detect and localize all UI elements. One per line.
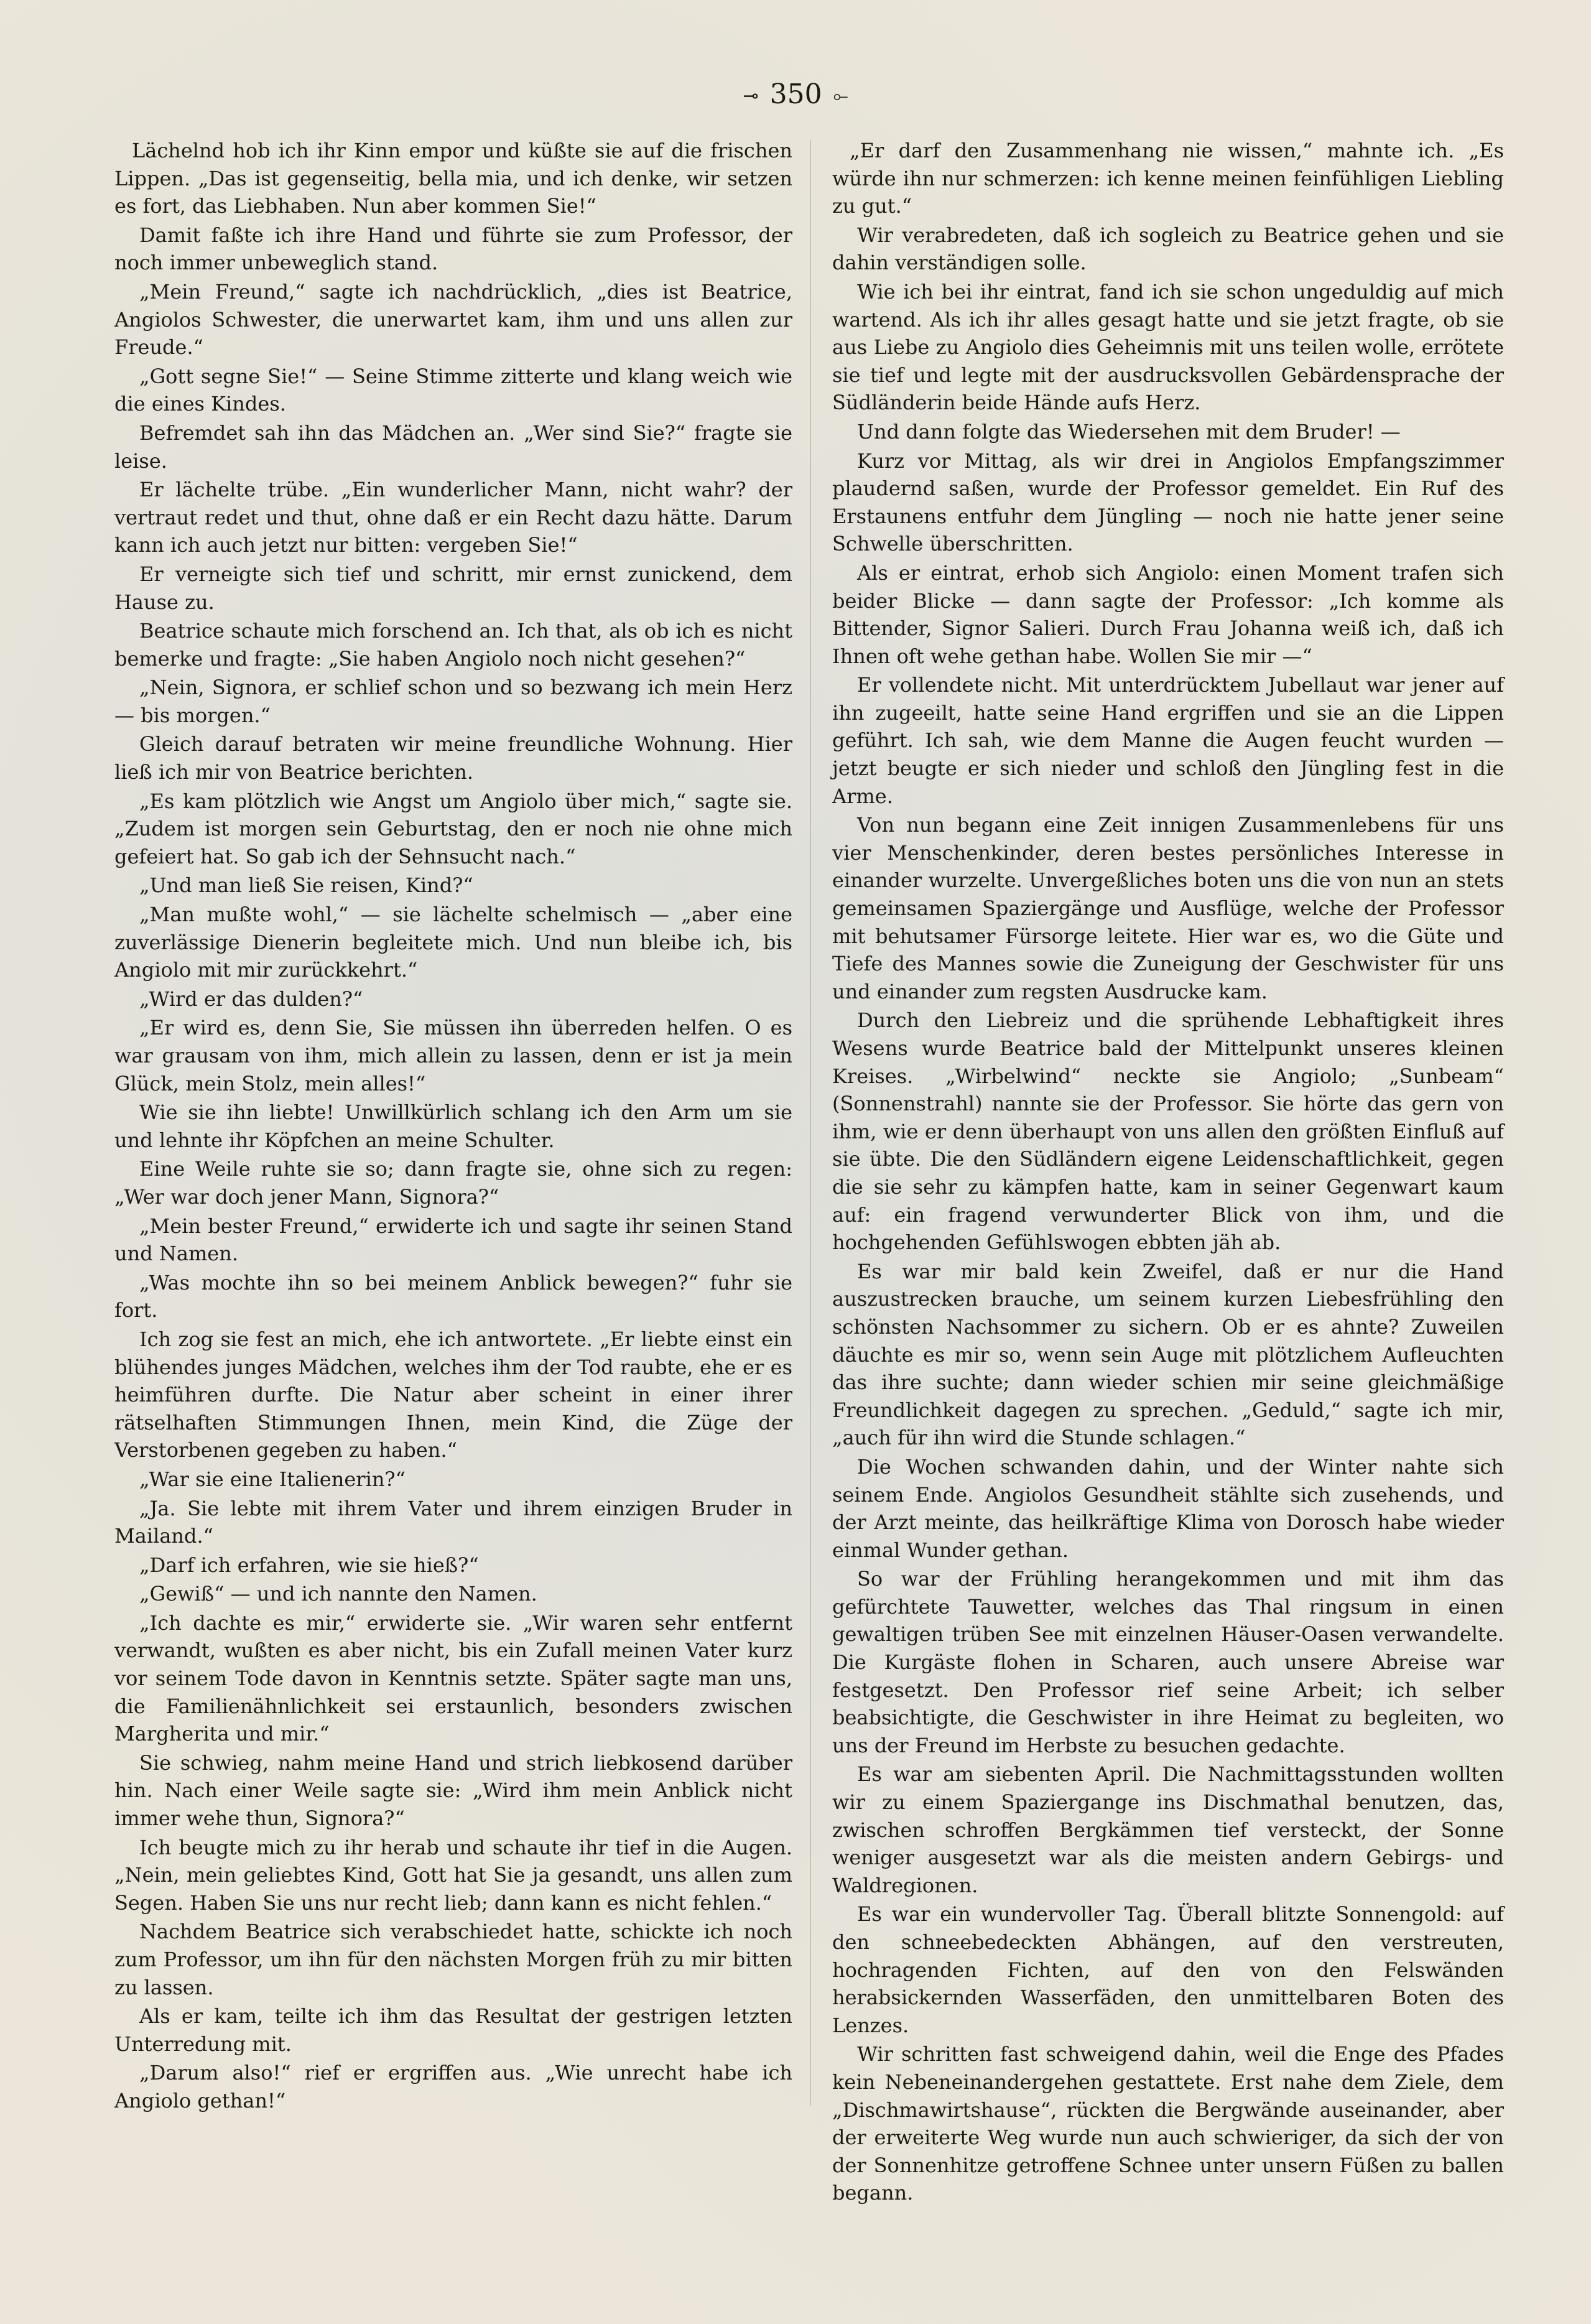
paragraph: Ich zog sie fest an mich, ehe ich antwortete. „Er liebte einst ein blühendes junges Mädchen, welches ihm der Tod raubte, ehe er es heimführen durfte. Die Natur aber scheint in einer ihrer rätselhaften Stimmungen Ihnen, mein Kind, die Züge der Verstorbenen gegeben zu haben.“ bbox=[114, 1327, 792, 1462]
paragraph: Es war mir bald kein Zweifel, daß er nur die Hand auszustrecken brauche, um seinem kurzen Liebesfrühling den schönsten Nachsommer zu sichern. Ob er es ahnte? Zuweilen däuchte es mir so, wenn sein Auge mit plötzlichem Aufleuchten das ihre suchte; dann wieder schien mir seine gleichmäßige Freundlichkeit dagegen zu sprechen. „Geduld,“ sagte ich mir, „auch für ihn wird die Stunde schlagen.“ bbox=[832, 1259, 1504, 1450]
text-column-right bbox=[832, 137, 1504, 2205]
page-number-header bbox=[0, 78, 1591, 110]
paragraph: Beatrice schaute mich forschend an. Ich that, als ob ich es nicht bemerke und fragte: „Sie haben Angiolo noch nicht gesehen?“ bbox=[114, 619, 792, 671]
page-number: 350 bbox=[769, 78, 822, 110]
paragraph: Wir verabredeten, daß ich sogleich zu Beatrice gehen und sie dahin verständigen solle. bbox=[832, 223, 1504, 275]
paragraph: Als er kam, teilte ich ihm das Resultat der gestrigen letzten Unterredung mit. bbox=[114, 2004, 792, 2056]
paragraph: Er verneigte sich tief und schritt, mir ernst zunickend, dem Hause zu. bbox=[114, 562, 792, 614]
paragraph: Von nun begann eine Zeit innigen Zusammenlebens für uns vier Menschenkinder, deren bestes persönliches Interesse in einander wurzelte. Unvergeßliches boten uns die von nun an stets gemeinsamen Spaziergänge und Ausflüge, welche der Professor mit behutsamer Fürsorge leitete. Hier war es, wo die Güte und Tiefe des Mannes sowie die Zuneigung der Geschwister für uns und einander zum regsten Ausdrucke kam. bbox=[832, 813, 1504, 1003]
paragraph: „Ja. Sie lebte mit ihrem Vater und ihrem einzigen Bruder in Mailand.“ bbox=[114, 1496, 792, 1548]
paragraph: „Was mochte ihn so bei meinem Anblick bewegen?“ fuhr sie fort. bbox=[114, 1270, 792, 1322]
paragraph: „Wird er das dulden?“ bbox=[139, 987, 363, 1011]
paragraph: Eine Weile ruhte sie so; dann fragte sie, ohne sich zu regen: „Wer war doch jener Mann, Signora?“ bbox=[114, 1157, 792, 1209]
paragraph: „Er darf den Zusammenhang nie wissen,“ mahnte ich. „Es würde ihn nur schmerzen: ich kenne meinen feinfühligen Liebling zu gut.“ bbox=[832, 139, 1504, 218]
paragraph: Nachdem Beatrice sich verabschiedet hatte, schickte ich noch zum Professor, um ihn für den nächsten Morgen früh zu mir bitten zu lassen. bbox=[114, 1920, 792, 1999]
paragraph: „Darf ich erfahren, wie sie hieß?“ bbox=[139, 1553, 479, 1577]
paragraph: Gleich darauf betraten wir meine freundliche Wohnung. Hier ließ ich mir von Beatrice berichten. bbox=[114, 732, 792, 784]
paragraph: Sie schwieg, nahm meine Hand und strich liebkosend darüber hin. Nach einer Weile sagte sie: „Wird ihm mein Anblick nicht immer wehe thun, Signora?“ bbox=[114, 1750, 792, 1831]
paragraph: Wir schritten fast schweigend dahin, weil die Enge des Pfades kein Nebeneinandergehen gestattete. Erst nahe dem Ziele, dem „Dischmawirtshause“, rückten die Bergwände auseinander, aber der erweiterte Weg wurde nun auch schwieriger, da sich der von der Sonnenhitze getroffene Schnee unter unsern Füßen zu ballen begann. bbox=[832, 2042, 1504, 2205]
paragraph: Ich beugte mich zu ihr herab und schaute ihr tief in die Augen. „Nein, mein geliebtes Kind, Gott hat Sie ja gesandt, uns allen zum Segen. Haben Sie uns nur recht lieb; dann kann es nicht fehlen.“ bbox=[114, 1835, 792, 1915]
paragraph: „Man mußte wohl,“ — sie lächelte schelmisch — „aber eine zuverlässige Dienerin begleitete mich. Und nun bleibe ich, bis Angiolo mit mir zurückkehrt.“ bbox=[114, 903, 792, 982]
ornament-left-icon: ⊸ bbox=[743, 85, 759, 107]
paragraph: Es war am siebenten April. Die Nachmittagsstunden wollten wir zu einem Spaziergange ins Dischmathal benutzen, das, zwischen schroffen Bergkämmen tief versteckt, der Sonne weniger ausgesetzt war als die meisten andern Gebirgs- und Waldregionen. bbox=[832, 1762, 1504, 1897]
paragraph: „Gott segne Sie!“ — Seine Stimme zitterte und klang weich wie die eines Kindes. bbox=[114, 364, 792, 416]
paragraph: Befremdet sah ihn das Mädchen an. „Wer sind Sie?“ fragte sie leise. bbox=[114, 421, 792, 473]
paragraph: Lächelnd hob ich ihr Kinn empor und küßte sie auf die frischen Lippen. „Das ist gegenseitig, bella mia, und ich denke, wir setzen es fort, das Liebhaben. Nun aber kommen Sie!“ bbox=[114, 139, 792, 218]
paragraph: „Ich dachte es mir,“ erwiderte sie. „Wir waren sehr entfernt verwandt, wußten es aber nicht, bis ein Zufall meinen Vater kurz vor seinem Tode davon in Kenntnis setzte. Später sagte man uns, die Familienähnlichkeit sei erstaunlich, besonders zwischen Margherita und mir.“ bbox=[114, 1611, 792, 1746]
paragraph: Kurz vor Mittag, als wir drei in Angiolos Empfangszimmer plaudernd saßen, wurde der Professor gemeldet. Ein Ruf des Erstaunens entfuhr dem Jüngling — noch nie hatte jener seine Schwelle überschritten. bbox=[832, 449, 1504, 556]
paragraph: Wie ich bei ihr eintrat, fand ich sie schon ungeduldig auf mich wartend. Als ich ihr alles gesagt hatte und sie jetzt fragte, ob sie aus Liebe zu Angiolo dies Geheimnis mit uns teilen wolle, errötete sie tief und legte mit der ausdrucksvollen Gebärdensprache der Südländerin beide Hände aufs Herz. bbox=[832, 279, 1504, 415]
ornament-right-icon: ⟜ bbox=[833, 85, 848, 107]
paragraph: „Und man ließ Sie reisen, Kind?“ bbox=[139, 873, 473, 898]
paragraph: Durch den Liebreiz und die sprühende Lebhaftigkeit ihres Wesens wurde Beatrice bald der Mittelpunkt unseres kleinen Kreises. „Wirbelwind“ neckte sie Angiolo; „Sunbeam“ (Sonnenstrahl) nannte sie der Professor. Sie hörte das gern von ihm, wie er denn überhaupt von uns allen den größten Einfluß auf sie übte. Die den Südländern eigene Leidenschaftlichkeit, gegen die sie sehr zu kämpfen hatte, kam in seiner Gegenwart kaum auf: ein fragend verwunderter Blick von ihm, und die hochgehenden Gefühlswogen ebbten jäh ab. bbox=[832, 1008, 1504, 1255]
paragraph: Wie sie ihn liebte! Unwillkürlich schlang ich den Arm um sie und lehnte ihr Köpfchen an meine Schulter. bbox=[114, 1100, 792, 1152]
paragraph: Er lächelte trübe. „Ein wunderlicher Mann, nicht wahr? der vertraut redet und thut, ohne daß er ein Recht dazu hätte. Darum kann ich auch jetzt nur bitten: vergeben Sie!“ bbox=[114, 478, 792, 557]
paragraph: „Es kam plötzlich wie Angst um Angiolo über mich,“ sagte sie. „Zudem ist morgen sein Geburtstag, den er noch nie ohne mich gefeiert hat. So gab ich der Sehnsucht nach.“ bbox=[114, 789, 792, 868]
paragraph: Und dann folgte das Wiedersehen mit dem Bruder! — bbox=[857, 419, 1401, 444]
paragraph: Er vollendete nicht. Mit unterdrücktem Jubellaut war jener auf ihn zugeeilt, hatte seine Hand ergriffen und sie an die Lippen geführt. Ich sah, wie dem Manne die Augen feucht wurden — jetzt beugte er sich nieder und schloß den Jüngling fest in die Arme. bbox=[832, 673, 1504, 808]
text-column-left bbox=[114, 137, 792, 2113]
paragraph: Die Wochen schwanden dahin, und der Winter nahte sich seinem Ende. Angiolos Gesundheit stählte sich zusehends, und der Arzt meinte, das heilkräftige Klima von Dorosch habe wieder einmal Wunder gethan. bbox=[832, 1454, 1504, 1562]
paragraph: „War sie eine Italienerin?“ bbox=[139, 1467, 406, 1491]
paragraph: Damit faßte ich ihre Hand und führte sie zum Professor, der noch immer unbeweglich stand. bbox=[114, 223, 792, 275]
paragraph: „Nein, Signora, er schlief schon und so bezwang ich mein Herz — bis morgen.“ bbox=[114, 676, 792, 727]
paragraph: „Gewiß“ — und ich nannte den Namen. bbox=[139, 1582, 537, 1606]
paragraph: Es war ein wundervoller Tag. Überall blitzte Sonnengold: auf den schneebedeckten Abhängen, auf den verstreuten, hochragenden Fichten, auf den von den Felswänden herabsickernden Wasserfäden, den unmittelbaren Boten des Lenzes. bbox=[832, 1902, 1504, 2037]
paragraph: So war der Frühling herangekommen und mit ihm das gefürchtete Tauwetter, welches das Thal ringsum in einen gewaltigen trüben See mit einzelnen Häuser-Oasen verwandelte. Die Kurgäste flohen in Scharen, auch unsere Abreise war festgesetzt. Den Professor rief seine Arbeit; ich selber beabsichtigte, die Geschwister in ihre Heimat zu begleiten, wo uns der Freund im Herbste zu besuchen gedachte. bbox=[832, 1567, 1504, 1757]
column-divider bbox=[810, 140, 811, 2106]
paragraph: „Mein Freund,“ sagte ich nachdrücklich, „dies ist Beatrice, Angiolos Schwester, die unerwartet kam, ihm und uns allen zur Freude.“ bbox=[114, 279, 792, 360]
paragraph: „Mein bester Freund,“ erwiderte ich und sagte ihr seinen Stand und Namen. bbox=[114, 1214, 792, 1266]
paragraph: Als er eintrat, erhob sich Angiolo: einen Moment trafen sich beider Blicke — dann sagte der Professor: „Ich komme als Bittender, Signor Salieri. Durch Frau Johanna weiß ich, daß ich Ihnen oft wehe gethan habe. Wollen Sie mir —“ bbox=[832, 560, 1504, 668]
paragraph: „Er wird es, denn Sie, Sie müssen ihn überreden helfen. O es war grausam von ihm, mich allein zu lassen, denn er ist ja mein Glück, mein Stolz, mein alles!“ bbox=[114, 1016, 792, 1095]
paragraph: „Darum also!“ rief er ergriffen aus. „Wie unrecht habe ich Angiolo gethan!“ bbox=[114, 2061, 792, 2113]
